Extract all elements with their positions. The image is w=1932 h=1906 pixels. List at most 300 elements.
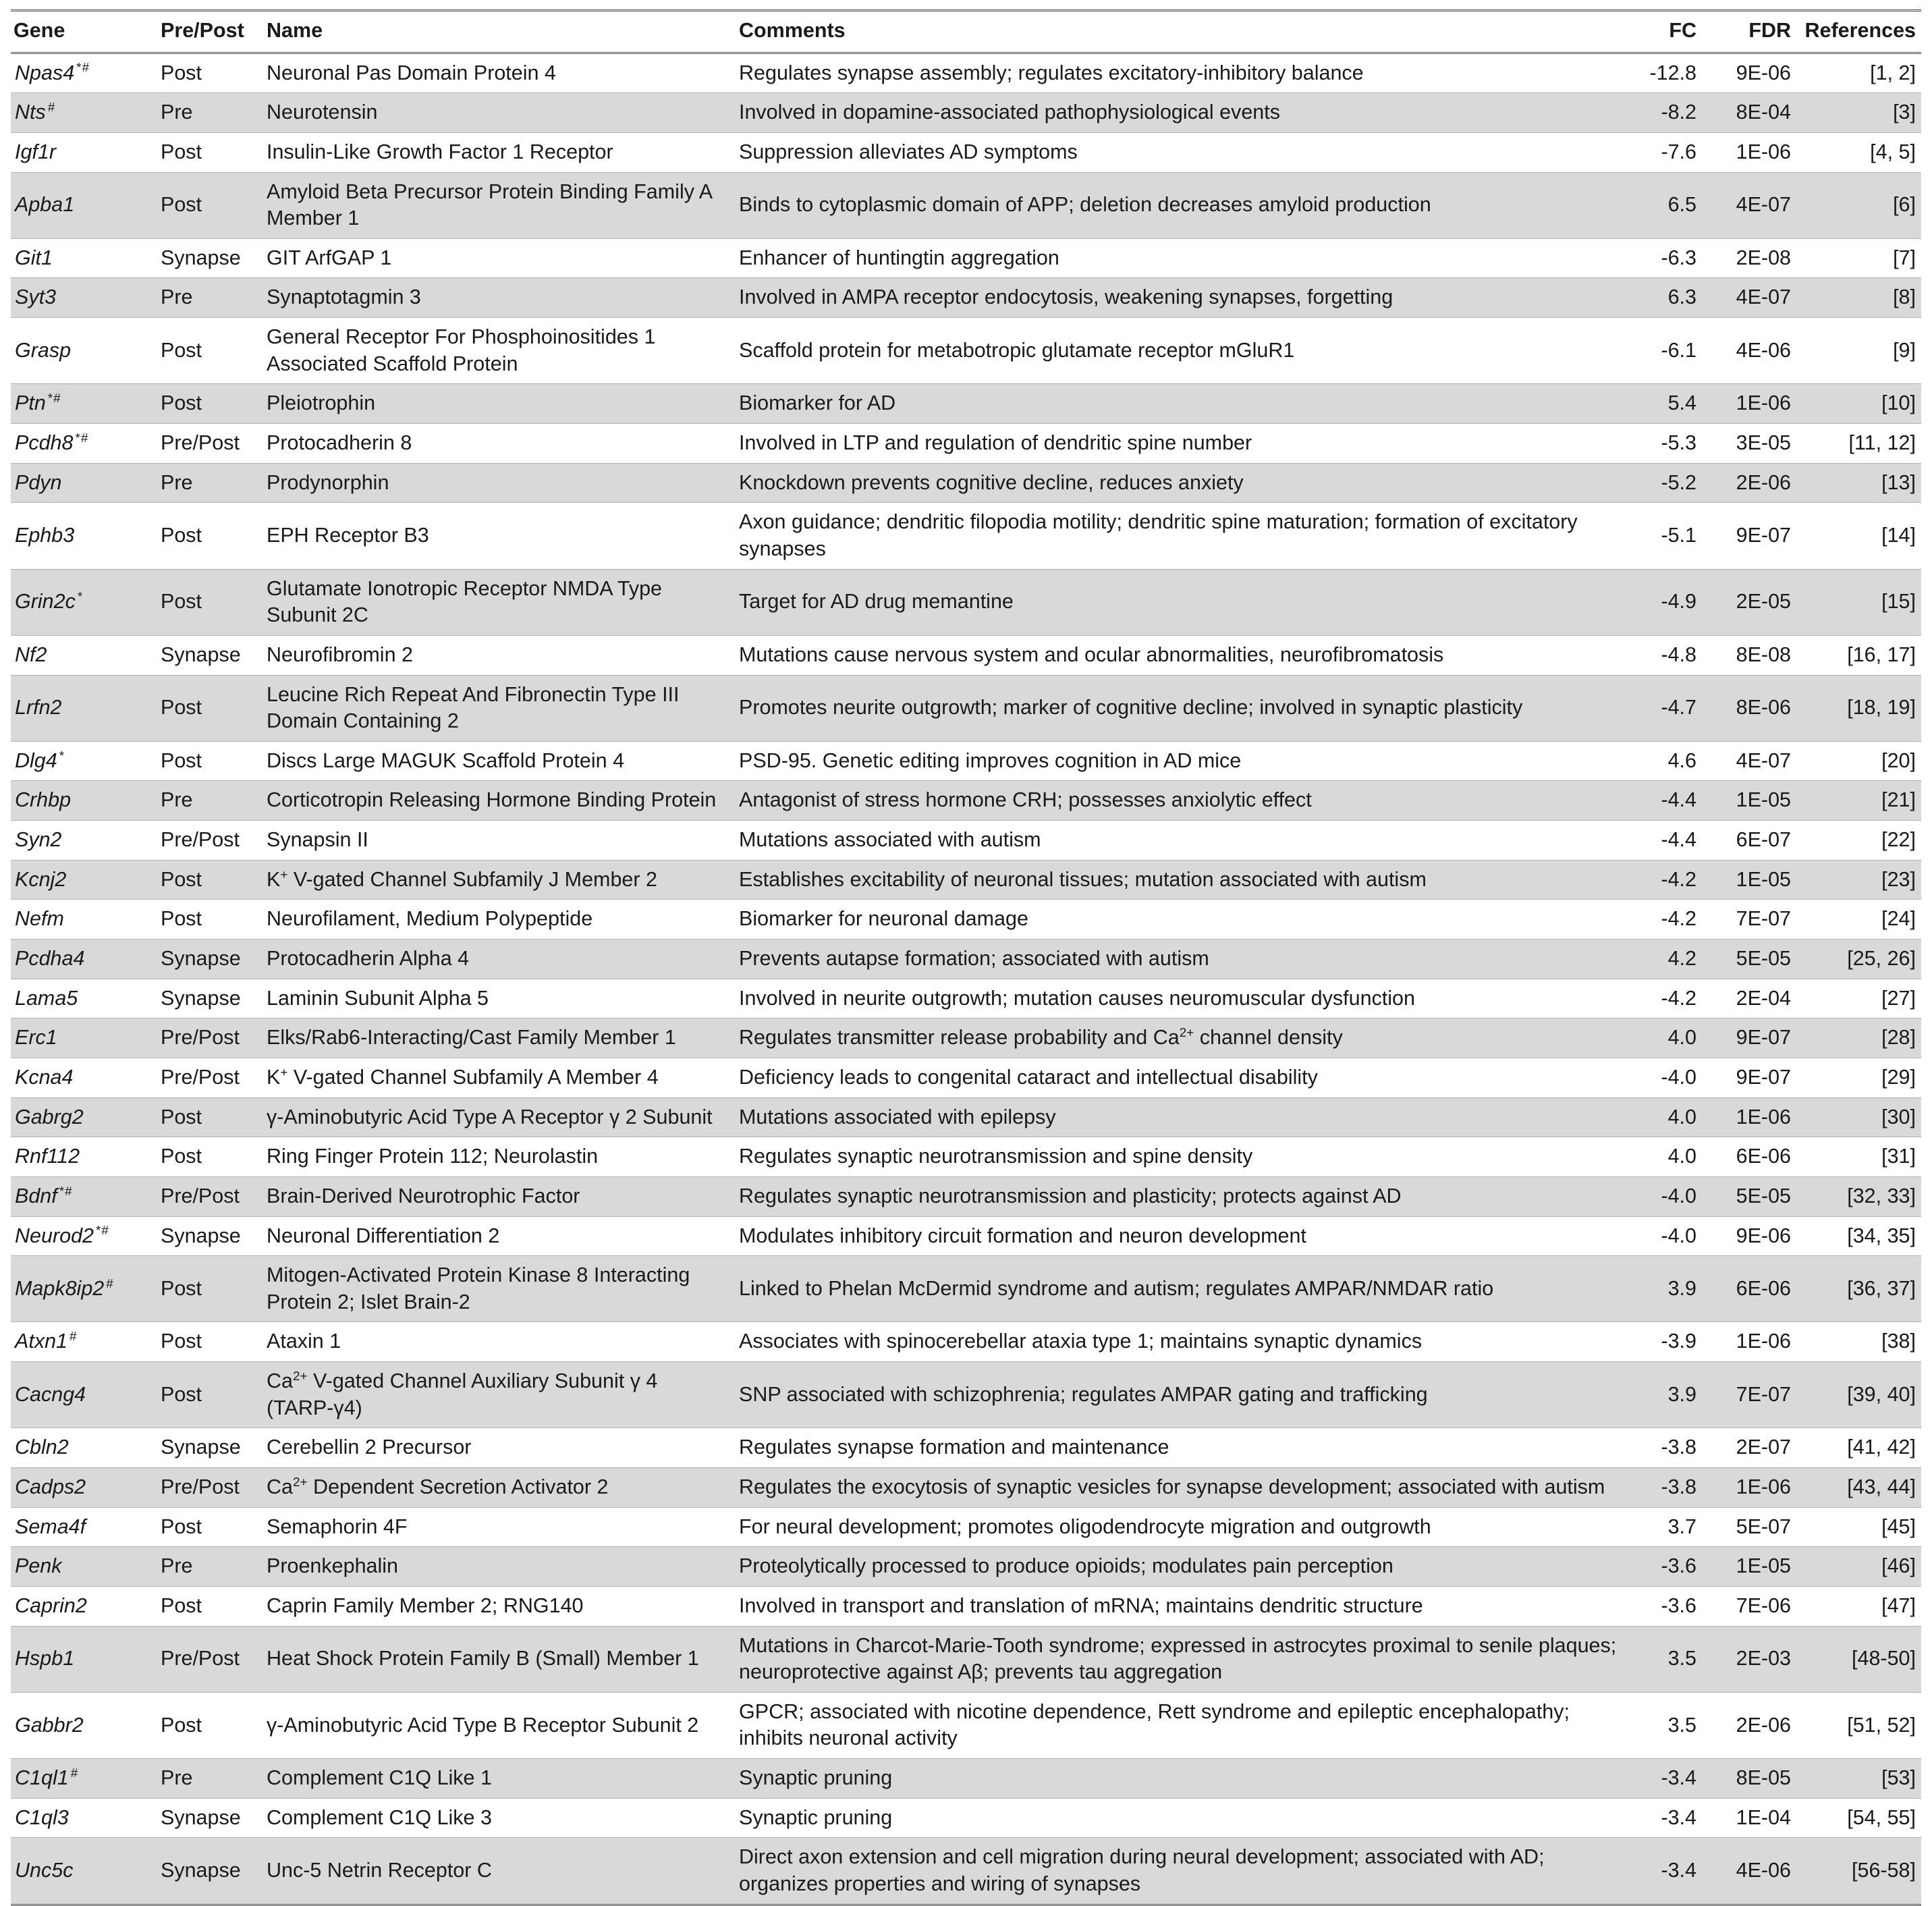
table-row — [11, 172, 1921, 238]
cell-comments: Involved in neurite outgrowth; mutation causes neuromuscular dysfunction — [736, 979, 1632, 1018]
table-row — [11, 741, 1921, 781]
cell-gene: Neurod2 *# — [11, 1216, 158, 1256]
cell-comments: SNP associated with schizophrenia; regulates AMPAR gating and trafficking — [736, 1362, 1632, 1428]
cell-prepost: Post — [158, 1097, 264, 1137]
cell-gene: Cadps2 — [11, 1467, 158, 1507]
cell-name: Caprin Family Member 2; RNG140 — [264, 1586, 736, 1626]
cell-prepost: Synapse — [158, 979, 264, 1018]
cell-name: Protocadherin 8 — [264, 424, 736, 464]
table-row — [11, 860, 1921, 900]
cell-references: [46] — [1800, 1547, 1921, 1587]
cell-references: [41, 42] — [1800, 1428, 1921, 1468]
cell-prepost: Pre — [158, 781, 264, 821]
cell-gene: Gabrg2 — [11, 1097, 158, 1137]
column-header-prepost: Pre/Post — [158, 11, 264, 53]
cell-name: GIT ArfGAP 1 — [264, 238, 736, 278]
cell-references: [23] — [1800, 860, 1921, 900]
table-row — [11, 1216, 1921, 1256]
cell-fc: -3.4 — [1632, 1798, 1706, 1838]
cell-fdr: 2E-06 — [1706, 1692, 1800, 1758]
cell-comments: Involved in LTP and regulation of dendritic spine number — [736, 424, 1632, 464]
cell-prepost: Synapse — [158, 1798, 264, 1838]
cell-references: [54, 55] — [1800, 1798, 1921, 1838]
cell-comments: Regulates synaptic neurotransmission and spine density — [736, 1137, 1632, 1177]
cell-comments: Deficiency leads to congenital cataract and intellectual disability — [736, 1058, 1632, 1097]
table-row — [11, 424, 1921, 464]
cell-references: [43, 44] — [1800, 1467, 1921, 1507]
table-row — [11, 1838, 1921, 1905]
cell-prepost: Synapse — [158, 238, 264, 278]
cell-fc: -3.9 — [1632, 1322, 1706, 1362]
cell-comments: Modulates inhibitory circuit formation and neuron development — [736, 1216, 1632, 1256]
cell-fdr: 7E-07 — [1706, 900, 1800, 940]
cell-comments: Target for AD drug memantine — [736, 569, 1632, 635]
cell-fdr: 9E-07 — [1706, 1058, 1800, 1097]
table-row — [11, 1137, 1921, 1177]
cell-comments: Knockdown prevents cognitive decline, reduces anxiety — [736, 463, 1632, 503]
cell-fc: -6.3 — [1632, 238, 1706, 278]
cell-comments: Binds to cytoplasmic domain of APP; deletion decreases amyloid production — [736, 172, 1632, 238]
cell-fc: 4.6 — [1632, 741, 1706, 781]
cell-fdr: 9E-07 — [1706, 1018, 1800, 1058]
cell-comments: Regulates synapse assembly; regulates excitatory-inhibitory balance — [736, 53, 1632, 93]
cell-fc: 6.5 — [1632, 172, 1706, 238]
cell-name: Corticotropin Releasing Hormone Binding Protein — [264, 781, 736, 821]
cell-name: Ataxin 1 — [264, 1322, 736, 1362]
cell-fdr: 4E-06 — [1706, 1838, 1800, 1905]
cell-fc: -4.7 — [1632, 675, 1706, 741]
cell-fc: -4.4 — [1632, 821, 1706, 861]
cell-fc: -4.0 — [1632, 1216, 1706, 1256]
gene-table — [11, 9, 1921, 1906]
table-row — [11, 635, 1921, 675]
cell-comments: Establishes excitability of neuronal tissues; mutation associated with autism — [736, 860, 1632, 900]
cell-comments: Involved in AMPA receptor endocytosis, weakening synapses, forgetting — [736, 278, 1632, 318]
cell-fc: -5.1 — [1632, 503, 1706, 569]
cell-references: [29] — [1800, 1058, 1921, 1097]
cell-prepost: Post — [158, 1362, 264, 1428]
cell-prepost: Pre — [158, 463, 264, 503]
cell-fdr: 1E-06 — [1706, 1322, 1800, 1362]
cell-comments: Axon guidance; dendritic filopodia motility; dendritic spine maturation; formation of excitatory synapses — [736, 503, 1632, 569]
cell-gene: C1ql1 # — [11, 1759, 158, 1799]
cell-references: [32, 33] — [1800, 1176, 1921, 1216]
table-row — [11, 384, 1921, 424]
cell-comments: Direct axon extension and cell migration during neural development; associated with AD; organizes properties and wiring of synapses — [736, 1838, 1632, 1905]
cell-gene: Hspb1 — [11, 1626, 158, 1692]
cell-comments: Regulates synaptic neurotransmission and plasticity; protects against AD — [736, 1176, 1632, 1216]
cell-fdr: 5E-05 — [1706, 1176, 1800, 1216]
cell-references: [21] — [1800, 781, 1921, 821]
cell-fc: 3.5 — [1632, 1692, 1706, 1758]
cell-name: γ-Aminobutyric Acid Type A Receptor γ 2 Subunit — [264, 1097, 736, 1137]
cell-fdr: 8E-08 — [1706, 635, 1800, 675]
cell-references: [13] — [1800, 463, 1921, 503]
table-row — [11, 1507, 1921, 1547]
cell-fdr: 8E-06 — [1706, 675, 1800, 741]
cell-name: Neuronal Pas Domain Protein 4 — [264, 53, 736, 93]
cell-prepost: Post — [158, 1586, 264, 1626]
cell-prepost: Pre — [158, 93, 264, 133]
cell-name: Pleiotrophin — [264, 384, 736, 424]
cell-name: Discs Large MAGUK Scaffold Protein 4 — [264, 741, 736, 781]
cell-fdr: 4E-07 — [1706, 741, 1800, 781]
cell-references: [25, 26] — [1800, 940, 1921, 979]
cell-prepost: Synapse — [158, 635, 264, 675]
cell-prepost: Post — [158, 1692, 264, 1758]
cell-name: General Receptor For Phosphoinositides 1 Associated Scaffold Protein — [264, 318, 736, 384]
cell-name: Laminin Subunit Alpha 5 — [264, 979, 736, 1018]
cell-gene: Nefm — [11, 900, 158, 940]
cell-prepost: Pre/Post — [158, 821, 264, 861]
cell-prepost: Post — [158, 860, 264, 900]
cell-name: K+ V-gated Channel Subfamily A Member 4 — [264, 1058, 736, 1097]
cell-prepost: Pre/Post — [158, 1626, 264, 1692]
cell-fdr: 1E-04 — [1706, 1798, 1800, 1838]
cell-references: [34, 35] — [1800, 1216, 1921, 1256]
cell-name: Complement C1Q Like 1 — [264, 1759, 736, 1799]
cell-gene: Caprin2 — [11, 1586, 158, 1626]
cell-references: [15] — [1800, 569, 1921, 635]
cell-references: [4, 5] — [1800, 132, 1921, 172]
cell-fc: -4.8 — [1632, 635, 1706, 675]
cell-fdr: 1E-05 — [1706, 781, 1800, 821]
cell-fc: 4.0 — [1632, 1137, 1706, 1177]
table-row — [11, 781, 1921, 821]
cell-name: Amyloid Beta Precursor Protein Binding Family A Member 1 — [264, 172, 736, 238]
table-row — [11, 1467, 1921, 1507]
cell-references: [24] — [1800, 900, 1921, 940]
cell-comments: Linked to Phelan McDermid syndrome and autism; regulates AMPAR/NMDAR ratio — [736, 1256, 1632, 1322]
cell-fc: -4.9 — [1632, 569, 1706, 635]
cell-fdr: 5E-05 — [1706, 940, 1800, 979]
cell-fdr: 6E-07 — [1706, 821, 1800, 861]
cell-gene: Kcna4 — [11, 1058, 158, 1097]
table-row — [11, 318, 1921, 384]
cell-comments: Regulates the exocytosis of synaptic vesicles for synapse development; associated with autism — [736, 1467, 1632, 1507]
cell-references: [9] — [1800, 318, 1921, 384]
cell-gene: Lrfn2 — [11, 675, 158, 741]
cell-comments: Enhancer of huntingtin aggregation — [736, 238, 1632, 278]
cell-prepost: Pre/Post — [158, 1058, 264, 1097]
cell-fdr: 1E-05 — [1706, 860, 1800, 900]
cell-prepost: Post — [158, 172, 264, 238]
cell-gene: Cacng4 — [11, 1362, 158, 1428]
table-row — [11, 1798, 1921, 1838]
table-row — [11, 503, 1921, 569]
cell-name: Prodynorphin — [264, 463, 736, 503]
cell-comments: Mutations cause nervous system and ocular abnormalities, neurofibromatosis — [736, 635, 1632, 675]
table-row — [11, 1097, 1921, 1137]
table-row — [11, 1018, 1921, 1058]
cell-prepost: Post — [158, 318, 264, 384]
table-row — [11, 1586, 1921, 1626]
table-row — [11, 900, 1921, 940]
cell-name: Heat Shock Protein Family B (Small) Member 1 — [264, 1626, 736, 1692]
cell-name: Neurotensin — [264, 93, 736, 133]
cell-gene: Ptn *# — [11, 384, 158, 424]
cell-fdr: 7E-07 — [1706, 1362, 1800, 1428]
cell-name: Mitogen-Activated Protein Kinase 8 Interacting Protein 2; Islet Brain-2 — [264, 1256, 736, 1322]
cell-fc: -4.2 — [1632, 900, 1706, 940]
cell-prepost: Post — [158, 503, 264, 569]
cell-name: Glutamate Ionotropic Receptor NMDA Type Subunit 2C — [264, 569, 736, 635]
cell-name: Semaphorin 4F — [264, 1507, 736, 1547]
cell-gene: Dlg4 * — [11, 741, 158, 781]
cell-fc: -5.3 — [1632, 424, 1706, 464]
cell-references: [11, 12] — [1800, 424, 1921, 464]
cell-name: Proenkephalin — [264, 1547, 736, 1587]
cell-gene: Nts # — [11, 93, 158, 133]
cell-prepost: Pre/Post — [158, 1467, 264, 1507]
cell-comments: Regulates transmitter release probability and $Ca^{2+}$ channel density — [736, 1018, 1632, 1058]
cell-fdr: 1E-06 — [1706, 132, 1800, 172]
cell-references: [14] — [1800, 503, 1921, 569]
cell-fc: 5.4 — [1632, 384, 1706, 424]
cell-prepost: Post — [158, 741, 264, 781]
column-header-references: References — [1800, 11, 1921, 53]
cell-name: K+ V-gated Channel Subfamily J Member 2 — [264, 860, 736, 900]
cell-references: [31] — [1800, 1137, 1921, 1177]
cell-fc: 3.5 — [1632, 1626, 1706, 1692]
cell-gene: Gabbr2 — [11, 1692, 158, 1758]
cell-references: [53] — [1800, 1759, 1921, 1799]
cell-gene: Grin2c * — [11, 569, 158, 635]
cell-fdr: 2E-05 — [1706, 569, 1800, 635]
cell-comments: Mutations in Charcot-Marie-Tooth syndrome; expressed in astrocytes proximal to senile plaques; neuroprotective against Aβ; prevents tau aggregation — [736, 1626, 1632, 1692]
cell-references: [45] — [1800, 1507, 1921, 1547]
table-row — [11, 979, 1921, 1018]
table-row — [11, 1692, 1921, 1758]
table-row — [11, 1759, 1921, 1799]
cell-fdr: 1E-05 — [1706, 1547, 1800, 1587]
cell-fdr: 1E-06 — [1706, 1467, 1800, 1507]
cell-gene: Npas4 *# — [11, 53, 158, 93]
cell-fdr: 8E-04 — [1706, 93, 1800, 133]
table-row — [11, 675, 1921, 741]
cell-fdr: 4E-07 — [1706, 172, 1800, 238]
cell-gene: Pcdha4 — [11, 940, 158, 979]
column-header-fc: FC — [1632, 11, 1706, 53]
cell-gene: Nf2 — [11, 635, 158, 675]
cell-prepost: Synapse — [158, 1216, 264, 1256]
cell-fdr: 3E-05 — [1706, 424, 1800, 464]
cell-fdr: 2E-06 — [1706, 463, 1800, 503]
cell-fc: -3.6 — [1632, 1586, 1706, 1626]
cell-gene: Bdnf *# — [11, 1176, 158, 1216]
cell-fc: 4.2 — [1632, 940, 1706, 979]
cell-prepost: Post — [158, 384, 264, 424]
table-row — [11, 569, 1921, 635]
cell-fdr: 6E-06 — [1706, 1256, 1800, 1322]
cell-name: Brain-Derived Neurotrophic Factor — [264, 1176, 736, 1216]
cell-fdr: 6E-06 — [1706, 1137, 1800, 1177]
cell-gene: Syt3 — [11, 278, 158, 318]
cell-prepost: Post — [158, 1137, 264, 1177]
cell-gene: Igf1r — [11, 132, 158, 172]
cell-fc: 3.9 — [1632, 1256, 1706, 1322]
cell-comments: Promotes neurite outgrowth; marker of cognitive decline; involved in synaptic plasticity — [736, 675, 1632, 741]
cell-prepost: Synapse — [158, 1428, 264, 1468]
column-header-comments: Comments — [736, 11, 1632, 53]
cell-fc: -3.6 — [1632, 1547, 1706, 1587]
cell-comments: GPCR; associated with nicotine dependence, Rett syndrome and epileptic encephalopathy; inhibits neuronal activity — [736, 1692, 1632, 1758]
cell-name: EPH Receptor B3 — [264, 503, 736, 569]
cell-fdr: 4E-07 — [1706, 278, 1800, 318]
cell-prepost: Pre/Post — [158, 1176, 264, 1216]
cell-gene: Pcdh8 *# — [11, 424, 158, 464]
cell-fc: -4.0 — [1632, 1176, 1706, 1216]
cell-references: [18, 19] — [1800, 675, 1921, 741]
cell-references: [27] — [1800, 979, 1921, 1018]
cell-fdr: 2E-07 — [1706, 1428, 1800, 1468]
cell-fdr: 2E-08 — [1706, 238, 1800, 278]
cell-prepost: Pre/Post — [158, 1018, 264, 1058]
cell-fc: -6.1 — [1632, 318, 1706, 384]
table-header — [11, 11, 1921, 53]
cell-gene: Pdyn — [11, 463, 158, 503]
cell-references: [16, 17] — [1800, 635, 1921, 675]
cell-fc: -5.2 — [1632, 463, 1706, 503]
cell-name: Unc-5 Netrin Receptor C — [264, 1838, 736, 1905]
cell-references: [10] — [1800, 384, 1921, 424]
cell-fc: -4.4 — [1632, 781, 1706, 821]
cell-fc: 4.0 — [1632, 1018, 1706, 1058]
cell-references: [47] — [1800, 1586, 1921, 1626]
cell-references: [7] — [1800, 238, 1921, 278]
cell-fdr: 9E-06 — [1706, 53, 1800, 93]
cell-fc: -4.2 — [1632, 860, 1706, 900]
cell-references: [22] — [1800, 821, 1921, 861]
column-header-fdr: FDR — [1706, 11, 1800, 53]
cell-fc: -8.2 — [1632, 93, 1706, 133]
cell-prepost: Pre — [158, 278, 264, 318]
cell-prepost: Synapse — [158, 940, 264, 979]
cell-references: [51, 52] — [1800, 1692, 1921, 1758]
cell-gene: Rnf112 — [11, 1137, 158, 1177]
cell-gene: Erc1 — [11, 1018, 158, 1058]
cell-fc: -4.0 — [1632, 1058, 1706, 1097]
cell-name: Neurofilament, Medium Polypeptide — [264, 900, 736, 940]
cell-gene: Penk — [11, 1547, 158, 1587]
cell-prepost: Post — [158, 675, 264, 741]
cell-prepost: Post — [158, 1322, 264, 1362]
cell-gene: Ephb3 — [11, 503, 158, 569]
cell-fdr: 9E-07 — [1706, 503, 1800, 569]
cell-gene: Syn2 — [11, 821, 158, 861]
table-row — [11, 1058, 1921, 1097]
cell-fdr: 2E-04 — [1706, 979, 1800, 1018]
cell-name: Cerebellin 2 Precursor — [264, 1428, 736, 1468]
cell-comments: Synaptic pruning — [736, 1759, 1632, 1799]
cell-comments: Involved in transport and translation of mRNA; maintains dendritic structure — [736, 1586, 1632, 1626]
cell-gene: Mapk8ip2 # — [11, 1256, 158, 1322]
cell-fdr: 2E-03 — [1706, 1626, 1800, 1692]
cell-comments: Proteolytically processed to produce opioids; modulates pain perception — [736, 1547, 1632, 1587]
cell-gene: C1ql3 — [11, 1798, 158, 1838]
cell-references: [56-58] — [1800, 1838, 1921, 1905]
table-row — [11, 1428, 1921, 1468]
cell-comments: Biomarker for neuronal damage — [736, 900, 1632, 940]
column-header-name: Name — [264, 11, 736, 53]
table-body — [11, 53, 1921, 1905]
cell-prepost: Pre — [158, 1759, 264, 1799]
cell-name: Elks/Rab6-Interacting/Cast Family Member 1 — [264, 1018, 736, 1058]
cell-fc: -3.8 — [1632, 1428, 1706, 1468]
cell-name: Neuronal Differentiation 2 — [264, 1216, 736, 1256]
cell-name: γ-Aminobutyric Acid Type B Receptor Subunit 2 — [264, 1692, 736, 1758]
cell-references: [39, 40] — [1800, 1362, 1921, 1428]
cell-references: [6] — [1800, 172, 1921, 238]
cell-fc: -12.8 — [1632, 53, 1706, 93]
cell-fdr: 1E-06 — [1706, 1097, 1800, 1137]
cell-comments: Prevents autapse formation; associated with autism — [736, 940, 1632, 979]
cell-comments: Associates with spinocerebellar ataxia type 1; maintains synaptic dynamics — [736, 1322, 1632, 1362]
cell-references: [20] — [1800, 741, 1921, 781]
cell-fc: 3.9 — [1632, 1362, 1706, 1428]
cell-references: [3] — [1800, 93, 1921, 133]
cell-name: $Ca^{2+}$ Dependent Secretion Activator 2 — [264, 1467, 736, 1507]
cell-gene: Lama5 — [11, 979, 158, 1018]
cell-comments: Suppression alleviates AD symptoms — [736, 132, 1632, 172]
cell-prepost: Post — [158, 569, 264, 635]
cell-references: [8] — [1800, 278, 1921, 318]
table-row — [11, 1626, 1921, 1692]
table-row — [11, 1322, 1921, 1362]
cell-gene: Crhbp — [11, 781, 158, 821]
cell-references: [48-50] — [1800, 1626, 1921, 1692]
table-row — [11, 1362, 1921, 1428]
cell-name: Insulin-Like Growth Factor 1 Receptor — [264, 132, 736, 172]
table-row — [11, 53, 1921, 93]
cell-comments: Synaptic pruning — [736, 1798, 1632, 1838]
cell-references: [38] — [1800, 1322, 1921, 1362]
cell-name: Synaptotagmin 3 — [264, 278, 736, 318]
cell-gene: Grasp — [11, 318, 158, 384]
cell-comments: Involved in dopamine-associated pathophysiological events — [736, 93, 1632, 133]
cell-references: [28] — [1800, 1018, 1921, 1058]
cell-gene: Unc5c — [11, 1838, 158, 1905]
cell-comments: For neural development; promotes oligodendrocyte migration and outgrowth — [736, 1507, 1632, 1547]
cell-prepost: Post — [158, 900, 264, 940]
cell-fc: 6.3 — [1632, 278, 1706, 318]
cell-comments: Scaffold protein for metabotropic glutamate receptor mGluR1 — [736, 318, 1632, 384]
cell-gene: Apba1 — [11, 172, 158, 238]
cell-fdr: 9E-06 — [1706, 1216, 1800, 1256]
table-row — [11, 93, 1921, 133]
cell-name: Complement C1Q Like 3 — [264, 1798, 736, 1838]
cell-name: $Ca^{2+}$ V-gated Channel Auxiliary Subunit γ 4 (TARP-γ4) — [264, 1362, 736, 1428]
cell-prepost: Synapse — [158, 1838, 264, 1905]
table-row — [11, 132, 1921, 172]
cell-prepost: Post — [158, 53, 264, 93]
cell-gene: Cbln2 — [11, 1428, 158, 1468]
cell-prepost: Pre/Post — [158, 424, 264, 464]
table-row — [11, 278, 1921, 318]
cell-prepost: Post — [158, 1256, 264, 1322]
cell-prepost: Pre — [158, 1547, 264, 1587]
cell-fdr: 8E-05 — [1706, 1759, 1800, 1799]
cell-gene: Atxn1 # — [11, 1322, 158, 1362]
cell-name: Protocadherin Alpha 4 — [264, 940, 736, 979]
cell-fdr: 4E-06 — [1706, 318, 1800, 384]
cell-fc: -3.4 — [1632, 1838, 1706, 1905]
cell-comments: Antagonist of stress hormone CRH; possesses anxiolytic effect — [736, 781, 1632, 821]
cell-fc: 4.0 — [1632, 1097, 1706, 1137]
cell-comments: Regulates synapse formation and maintenance — [736, 1428, 1632, 1468]
cell-fc: -7.6 — [1632, 132, 1706, 172]
cell-comments: Mutations associated with autism — [736, 821, 1632, 861]
